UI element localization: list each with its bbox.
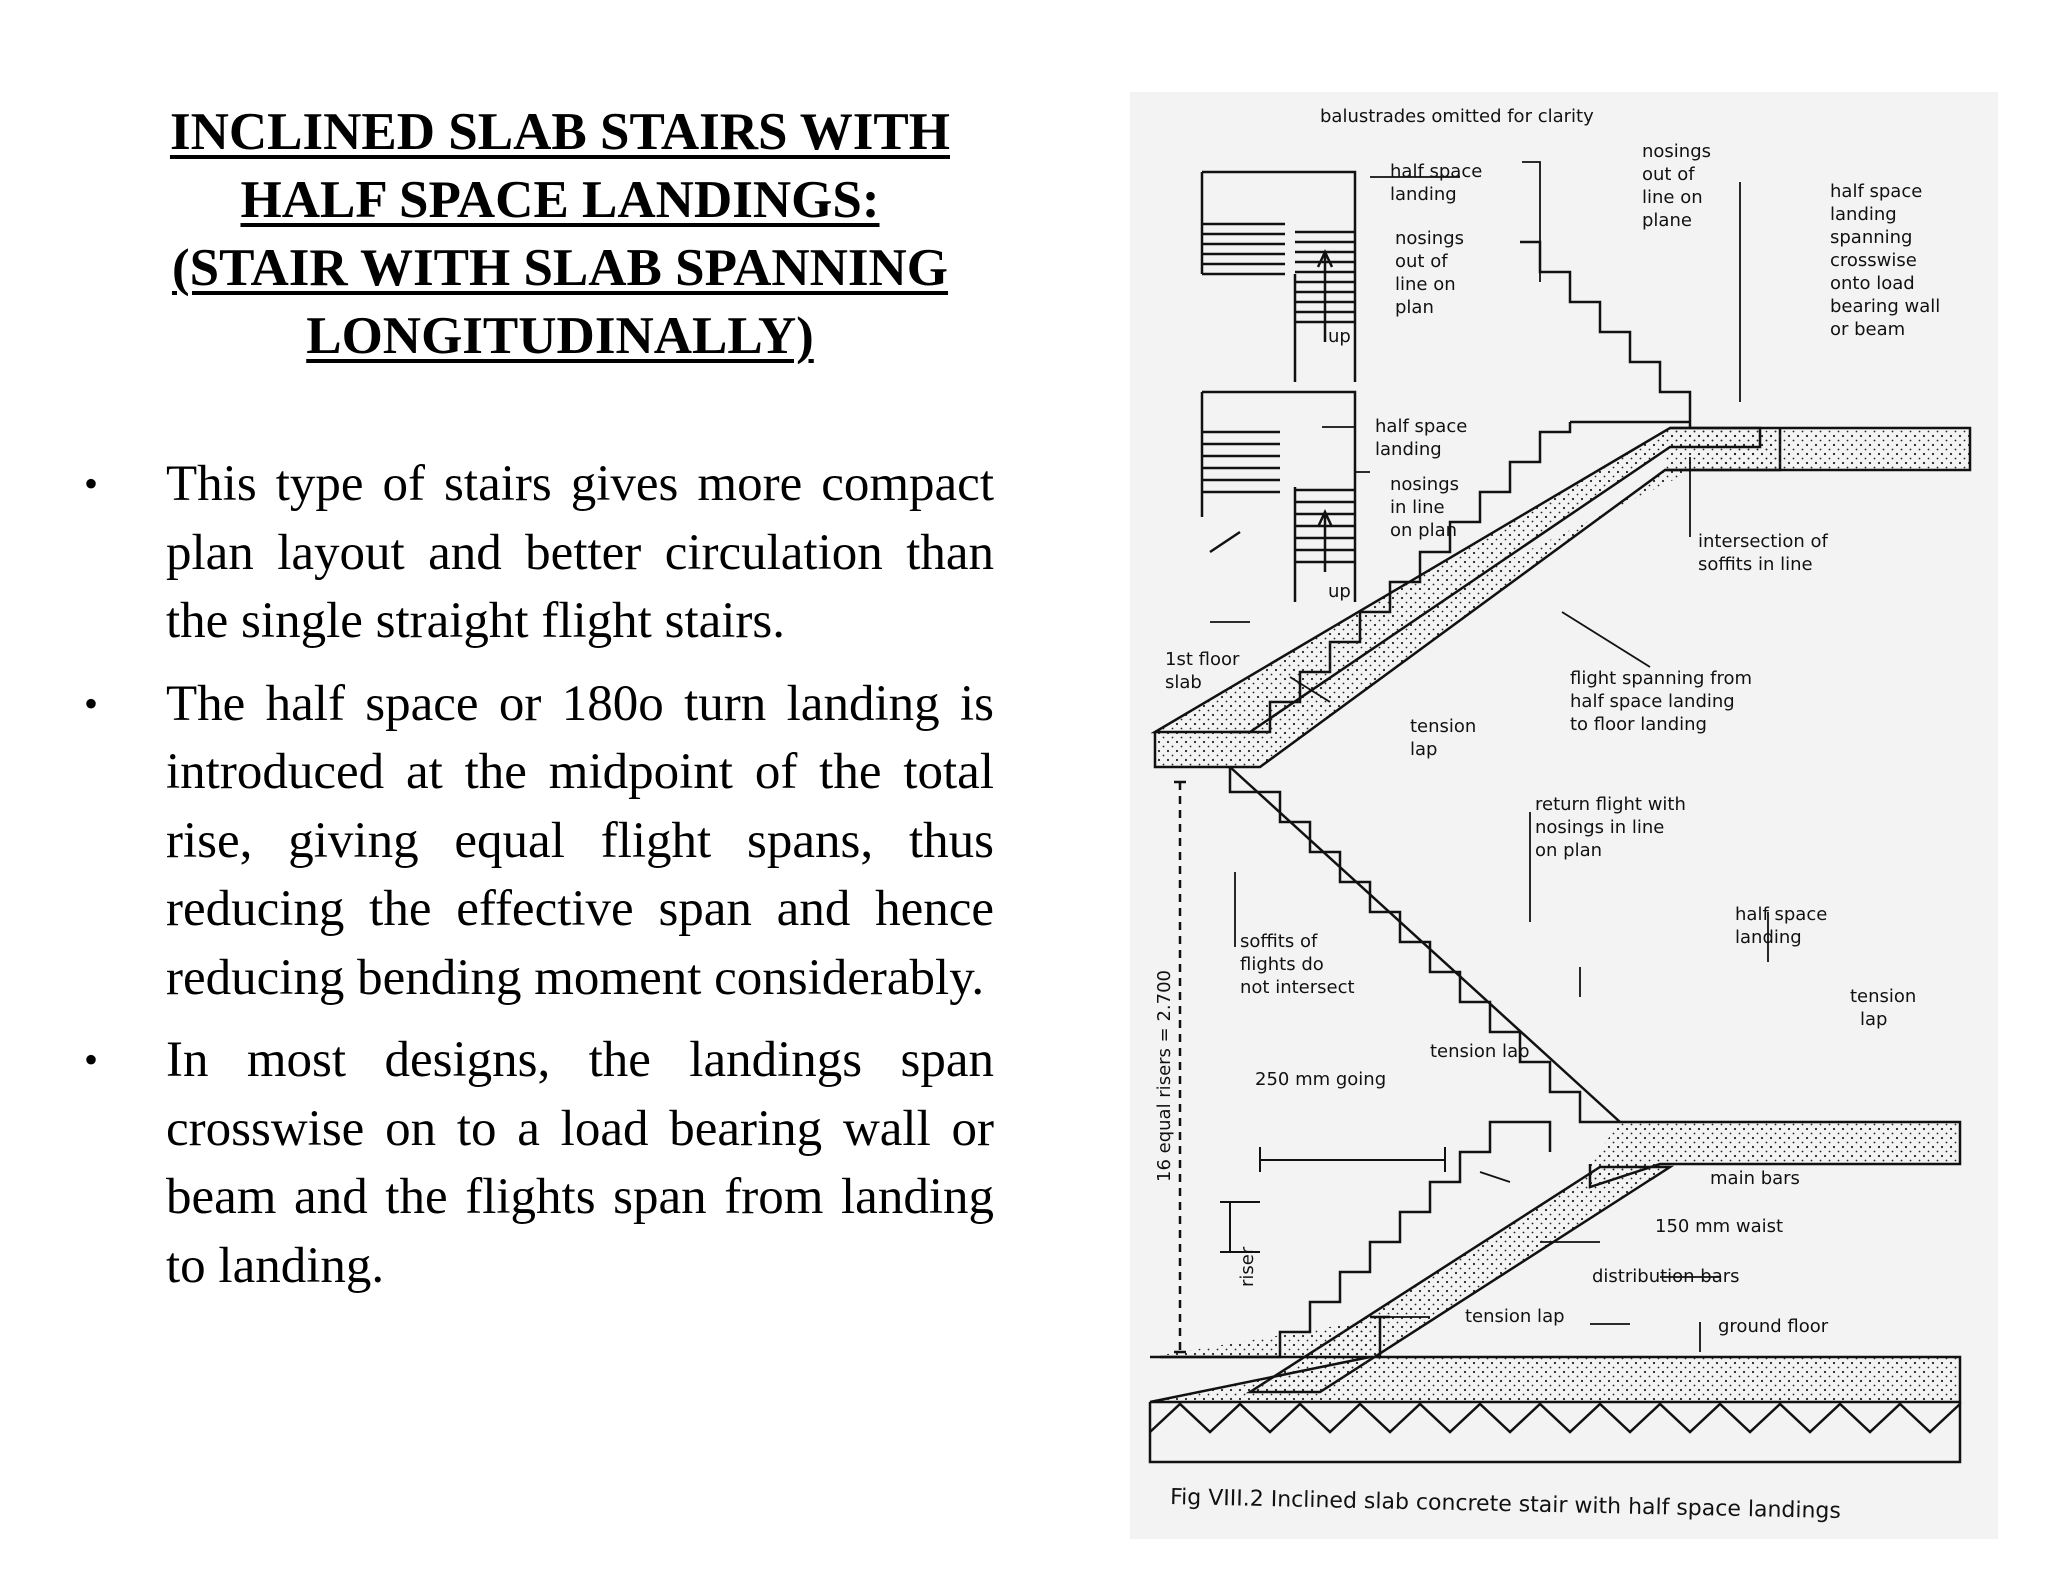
label-tension-lap-2: tension lap [1465,1306,1565,1327]
label-going: 250 mm going [1255,1069,1387,1090]
title-line-4: LONGITUDINALLY) [306,307,814,365]
bullet-list [84,450,994,1314]
bullet-text: The half space or 180o turn landing is introduced at the midpoint of the total rise, giving equal flight spans, thus reducing the effective span and hence reducing bending moment considerably. [166,675,994,1006]
label-hsl-span-5: onto load [1830,273,1915,294]
label-first-floor-2: slab [1165,672,1202,693]
bullet-item [84,670,994,1013]
label-landing-1: landing [1390,184,1457,205]
title-line-1: INCLINED SLAB STAIRS WITH [169,103,951,161]
bullet-text: In most designs, the landings span crosswise on to a load bearing wall or beam and the flights span from landing to landing. [166,1032,994,1294]
label-tension-2: tension [1850,986,1917,1007]
label-lap-1: lap [1410,739,1438,760]
label-intersection-2: soffits in line [1698,554,1813,575]
bullet-dot: • [84,461,99,506]
label-nosings-plane-1: nosings [1642,141,1712,162]
bullet-item [84,450,994,656]
label-tension-1: tension [1410,716,1477,737]
label-lap-2: lap [1860,1009,1888,1030]
label-half-space-1: half space [1390,161,1483,182]
label-nosings-out-3: line on [1395,274,1456,295]
bullet-dot: • [84,680,99,726]
label-nosings-in-2: in line [1390,497,1445,518]
label-first-floor-1: 1st floor [1165,649,1240,670]
label-intersection-1: intersection of [1698,531,1828,552]
title-line-2: HALF SPACE LANDINGS: [240,171,880,229]
label-hsl-span-6: bearing wall [1830,296,1941,317]
label-ground-floor: ground floor [1718,1316,1829,1337]
bullet-item [84,1026,994,1300]
label-balustrades: balustrades omitted for clarity [1320,106,1594,127]
label-up-1: up [1328,326,1351,347]
label-riser: riser [1237,1246,1258,1287]
label-hsl-span-2: landing [1830,204,1897,225]
label-soffits-3: not intersect [1240,977,1355,998]
figure-caption: Fig VIII.2 Inclined slab concrete stair with half space landings [1169,1485,1842,1525]
label-nosings-plane-2: out of [1642,164,1695,185]
label-distribution: distribution bars [1592,1266,1740,1287]
label-hsl-span-4: crosswise [1830,250,1917,271]
label-tension-lap-1: tension lap [1430,1041,1530,1062]
bullet-dot: • [84,1037,99,1082]
label-hsl-span-3: spanning [1830,227,1913,248]
label-flight-span-1: flight spanning from [1570,668,1753,689]
label-up-2: up [1328,581,1351,602]
stair-drawing [1130,92,1998,1539]
label-nosings-plane-3: line on [1642,187,1703,208]
label-waist: 150 mm waist [1655,1216,1784,1237]
label-half-space-2: half space [1375,416,1468,437]
label-soffits-1: soffits of [1240,931,1318,952]
label-landing-2: landing [1375,439,1442,460]
label-nosings-out-2: out of [1395,251,1448,272]
label-risers: 16 equal risers = 2.700 [1154,970,1175,1182]
label-main-bars: main bars [1710,1168,1800,1189]
stair-figure [1130,92,1998,1539]
page-title [120,98,1000,370]
label-landing-3: landing [1735,927,1802,948]
label-hsl-span-7: or beam [1830,319,1906,340]
label-return-2: nosings in line [1535,817,1665,838]
label-nosings-in-3: on plan [1390,520,1458,541]
label-nosings-out-4: plan [1395,297,1434,318]
label-return-1: return flight with [1535,794,1686,815]
plan-diagram-top [1202,172,1355,382]
plan-diagram-bottom [1202,392,1355,602]
label-nosings-in-1: nosings [1390,474,1460,495]
top-flight-steps [1520,242,1690,428]
bullet-text: This type of stairs gives more compact plan layout and better circulation than the single straight flight stairs. [166,456,994,649]
label-flight-span-2: half space landing [1570,691,1735,712]
label-hsl-span-1: half space [1830,181,1923,202]
label-half-space-3: half space [1735,904,1828,925]
label-return-3: on plan [1535,840,1603,861]
label-soffits-2: flights do [1240,954,1324,975]
label-nosings-plane-4: plane [1642,210,1692,231]
ground-slab [1150,1317,1960,1402]
title-line-3: (STAIR WITH SLAB SPANNING [171,239,949,297]
label-flight-span-3: to floor landing [1570,714,1707,735]
label-nosings-out-1: nosings [1395,228,1465,249]
